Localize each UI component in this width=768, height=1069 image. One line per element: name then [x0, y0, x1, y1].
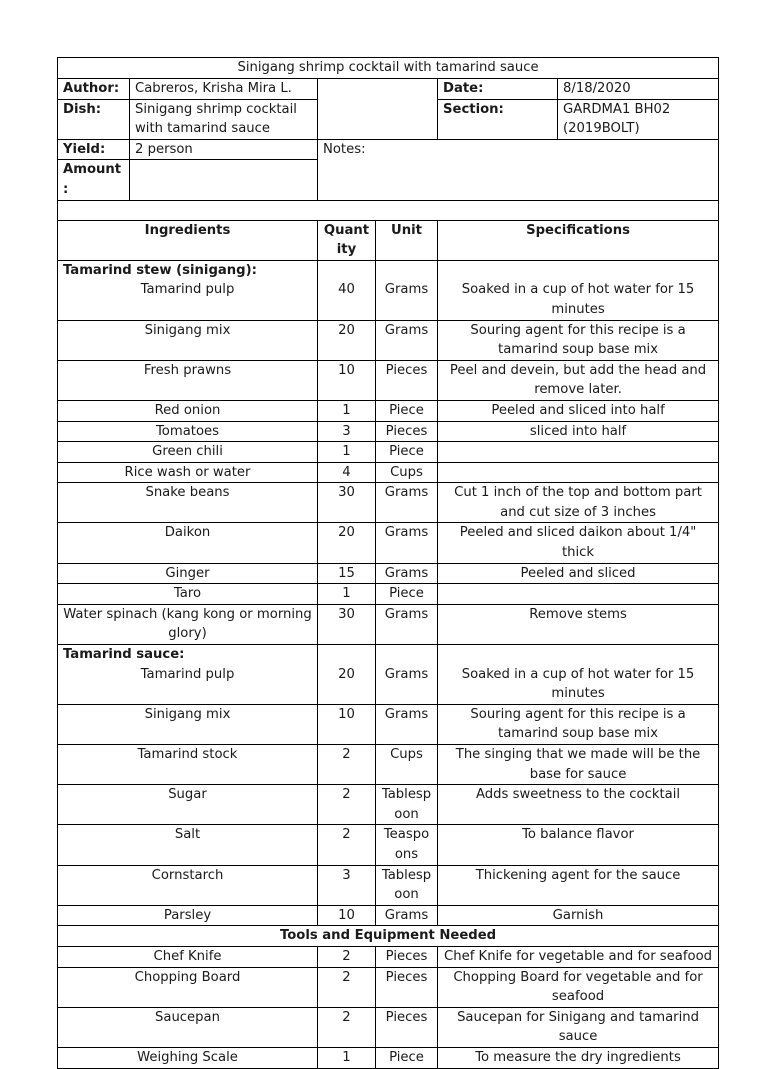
ingredient-row — [58, 563, 719, 584]
unit-cell: Pieces — [376, 360, 438, 400]
ingredient-row — [58, 400, 719, 421]
ingredient-row — [58, 905, 719, 926]
ingredient-name: Rice wash or water — [124, 464, 251, 480]
ingredient-name: Taro — [173, 586, 202, 602]
unit-cell: Pieces — [376, 967, 438, 1007]
yield-value: 2 person — [130, 139, 318, 160]
ingredient-cell — [58, 421, 318, 442]
author-value: Cabreros, Krisha Mira L. — [130, 79, 318, 100]
unit-cell: Teaspoons — [376, 825, 438, 865]
recipe-title: Sinigang shrimp cocktail with tamarind sauce — [58, 58, 719, 79]
col-ingredients: Ingredients — [58, 220, 318, 260]
notes-label: Notes: — [323, 141, 366, 157]
section-heading: Tamarind sauce: — [63, 647, 185, 663]
ingredient-cell — [58, 400, 318, 421]
ingredient-cell — [58, 523, 318, 563]
ingredient-row — [58, 320, 719, 360]
spacer-row — [58, 200, 719, 220]
quantity-cell: 2 — [318, 825, 376, 865]
ingredient-row — [58, 604, 719, 644]
quantity-cell: 10 — [318, 360, 376, 400]
ingredient-cell — [58, 745, 318, 785]
ingredient-row — [58, 260, 719, 320]
ingredient-name: Red onion — [154, 402, 221, 418]
ingredient-row — [58, 360, 719, 400]
tool-row — [58, 1047, 719, 1068]
ingredient-name: Sinigang mix — [144, 706, 231, 722]
specification-cell: Souring agent for this recipe is a tamarind soup base mix — [438, 320, 719, 360]
unit-cell: Cups — [376, 745, 438, 785]
ingredient-name: Parsley — [163, 907, 212, 923]
ingredient-name: Snake beans — [145, 485, 230, 501]
ingredient-name: Cornstarch — [151, 867, 224, 883]
section-heading: Tamarind stew (sinigang): — [63, 262, 257, 278]
specification-cell: Chopping Board for vegetable and for seafood — [438, 967, 719, 1007]
ingredient-cell — [58, 260, 318, 320]
ingredient-row — [58, 442, 719, 463]
amount-label: Amount : — [58, 160, 130, 200]
tool-row — [58, 946, 719, 967]
quantity-cell: 30 — [318, 604, 376, 644]
unit-cell: Piece — [376, 584, 438, 605]
ingredient-name: Green chili — [152, 444, 223, 460]
specification-cell: Remove stems — [438, 604, 719, 644]
specification-cell: Saucepan for Sinigang and tamarind sauce — [438, 1007, 719, 1047]
ingredient-name: Tamarind pulp — [140, 282, 235, 298]
specification-cell: Soaked in a cup of hot water for 15 minutes — [438, 260, 719, 320]
unit-cell: Grams — [376, 483, 438, 523]
ingredient-row — [58, 745, 719, 785]
ingredient-cell — [58, 785, 318, 825]
tool-name: Chopping Board — [58, 967, 318, 1007]
specification-cell — [438, 442, 719, 463]
ingredient-row — [58, 462, 719, 483]
unit-cell: Cups — [376, 462, 438, 483]
unit-cell: Grams — [376, 704, 438, 744]
unit-cell: Pieces — [376, 946, 438, 967]
unit-cell: Piece — [376, 1047, 438, 1068]
ingredient-name: Tomatoes — [155, 423, 220, 439]
unit-cell: Pieces — [376, 1007, 438, 1047]
header-blank-cell — [318, 79, 438, 140]
specification-cell: sliced into half — [438, 421, 719, 442]
ingredient-cell — [58, 905, 318, 926]
tool-name: Saucepan — [58, 1007, 318, 1047]
unit-cell: Grams — [376, 523, 438, 563]
author-label: Author: — [58, 79, 130, 100]
ingredient-cell — [58, 563, 318, 584]
specification-cell: The singing that we made will be the base for sauce — [438, 745, 719, 785]
recipe-sheet — [57, 57, 718, 1069]
unit-cell: Grams — [376, 563, 438, 584]
specification-cell: Chef Knife for vegetable and for seafood — [438, 946, 719, 967]
ingredient-name: Salt — [174, 827, 201, 843]
quantity-cell: 3 — [318, 865, 376, 905]
quantity-cell: 30 — [318, 483, 376, 523]
specification-cell: Souring agent for this recipe is a tamarind soup base mix — [438, 704, 719, 744]
specification-cell: Garnish — [438, 905, 719, 926]
unit-cell: Grams — [376, 320, 438, 360]
title-row — [58, 58, 719, 79]
quantity-cell: 2 — [318, 785, 376, 825]
specification-cell: Peeled and sliced into half — [438, 400, 719, 421]
ingredient-row — [58, 584, 719, 605]
unit-cell: Grams — [376, 260, 438, 320]
ingredient-name: Ginger — [165, 565, 210, 581]
specification-cell: Soaked in a cup of hot water for 15 minutes — [438, 645, 719, 705]
quantity-cell: 1 — [318, 584, 376, 605]
date-value: 8/18/2020 — [558, 79, 719, 100]
quantity-cell: 2 — [318, 946, 376, 967]
quantity-cell: 1 — [318, 442, 376, 463]
specification-cell: To measure the dry ingredients — [438, 1047, 719, 1068]
ingredient-cell — [58, 483, 318, 523]
specification-cell: Adds sweetness to the cocktail — [438, 785, 719, 825]
ingredient-row — [58, 483, 719, 523]
ingredient-cell — [58, 645, 318, 705]
unit-cell: Piece — [376, 400, 438, 421]
quantity-cell: 1 — [318, 400, 376, 421]
tools-heading-row — [58, 926, 719, 947]
ingredient-cell — [58, 704, 318, 744]
tool-name: Weighing Scale — [58, 1047, 318, 1068]
quantity-cell: 10 — [318, 704, 376, 744]
recipe-table — [57, 57, 719, 1069]
quantity-cell: 2 — [318, 1007, 376, 1047]
ingredient-cell — [58, 584, 318, 605]
tool-name: Chef Knife — [58, 946, 318, 967]
specification-cell: Peeled and sliced daikon about 1/4" thick — [438, 523, 719, 563]
ingredient-name: Tamarind pulp — [140, 666, 235, 682]
specification-cell — [438, 462, 719, 483]
ingredient-row — [58, 704, 719, 744]
amount-value — [130, 160, 318, 200]
ingredient-row — [58, 865, 719, 905]
specification-cell: Thickening agent for the sauce — [438, 865, 719, 905]
unit-cell: Tablespoon — [376, 865, 438, 905]
unit-cell: Grams — [376, 604, 438, 644]
quantity-cell: 10 — [318, 905, 376, 926]
specification-cell: To balance flavor — [438, 825, 719, 865]
tools-heading: Tools and Equipment Needed — [58, 926, 719, 947]
quantity-cell: 15 — [318, 563, 376, 584]
specification-cell: Peeled and sliced — [438, 563, 719, 584]
ingredient-row — [58, 645, 719, 705]
specification-cell: Cut 1 inch of the top and bottom part and cut size of 3 inches — [438, 483, 719, 523]
section-label: Section: — [438, 99, 558, 139]
unit-cell: Tablespoon — [376, 785, 438, 825]
specification-cell — [438, 584, 719, 605]
ingredient-name: Sinigang mix — [144, 322, 231, 338]
quantity-cell: 4 — [318, 462, 376, 483]
ingredient-cell — [58, 360, 318, 400]
quantity-cell: 1 — [318, 1047, 376, 1068]
quantity-cell: 20 — [318, 645, 376, 705]
notes-cell — [318, 139, 719, 200]
unit-cell: Pieces — [376, 421, 438, 442]
ingredient-row — [58, 825, 719, 865]
yield-label: Yield: — [58, 139, 130, 160]
ingredient-name: Daikon — [164, 525, 211, 541]
ingredient-name: Water spinach (kang kong or morning glory) — [63, 606, 312, 642]
ingredient-cell — [58, 825, 318, 865]
author-row — [58, 79, 719, 100]
ingredient-cell — [58, 604, 318, 644]
col-specifications: Specifications — [438, 220, 719, 260]
ingredient-name: Fresh prawns — [143, 362, 232, 378]
col-unit: Unit — [376, 220, 438, 260]
quantity-cell: 20 — [318, 523, 376, 563]
ingredient-row — [58, 421, 719, 442]
unit-cell: Grams — [376, 905, 438, 926]
ingredient-row — [58, 785, 719, 825]
ingredient-name: Sugar — [168, 787, 207, 803]
unit-cell: Piece — [376, 442, 438, 463]
quantity-cell: 2 — [318, 745, 376, 785]
yield-row — [58, 139, 719, 160]
ingredient-cell — [58, 442, 318, 463]
dish-label: Dish: — [58, 99, 130, 139]
col-quantity: Quantity — [318, 220, 376, 260]
specification-cell: Peel and devein, but add the head and remove later. — [438, 360, 719, 400]
ingredient-name: Tamarind stock — [137, 747, 238, 762]
tool-row — [58, 967, 719, 1007]
column-header-row — [58, 220, 719, 260]
date-label: Date: — [438, 79, 558, 100]
ingredient-row — [58, 523, 719, 563]
ingredient-cell — [58, 320, 318, 360]
quantity-cell: 20 — [318, 320, 376, 360]
quantity-cell: 40 — [318, 260, 376, 320]
dish-value: Sinigang shrimp cocktail with tamarind sauce — [130, 99, 318, 139]
section-value: GARDMA1 BH02 (2019BOLT) — [558, 99, 719, 139]
unit-cell: Grams — [376, 645, 438, 705]
spacer-cell — [58, 200, 719, 220]
quantity-cell: 3 — [318, 421, 376, 442]
ingredient-cell — [58, 462, 318, 483]
ingredient-cell — [58, 865, 318, 905]
tool-row — [58, 1007, 719, 1047]
quantity-cell: 2 — [318, 967, 376, 1007]
